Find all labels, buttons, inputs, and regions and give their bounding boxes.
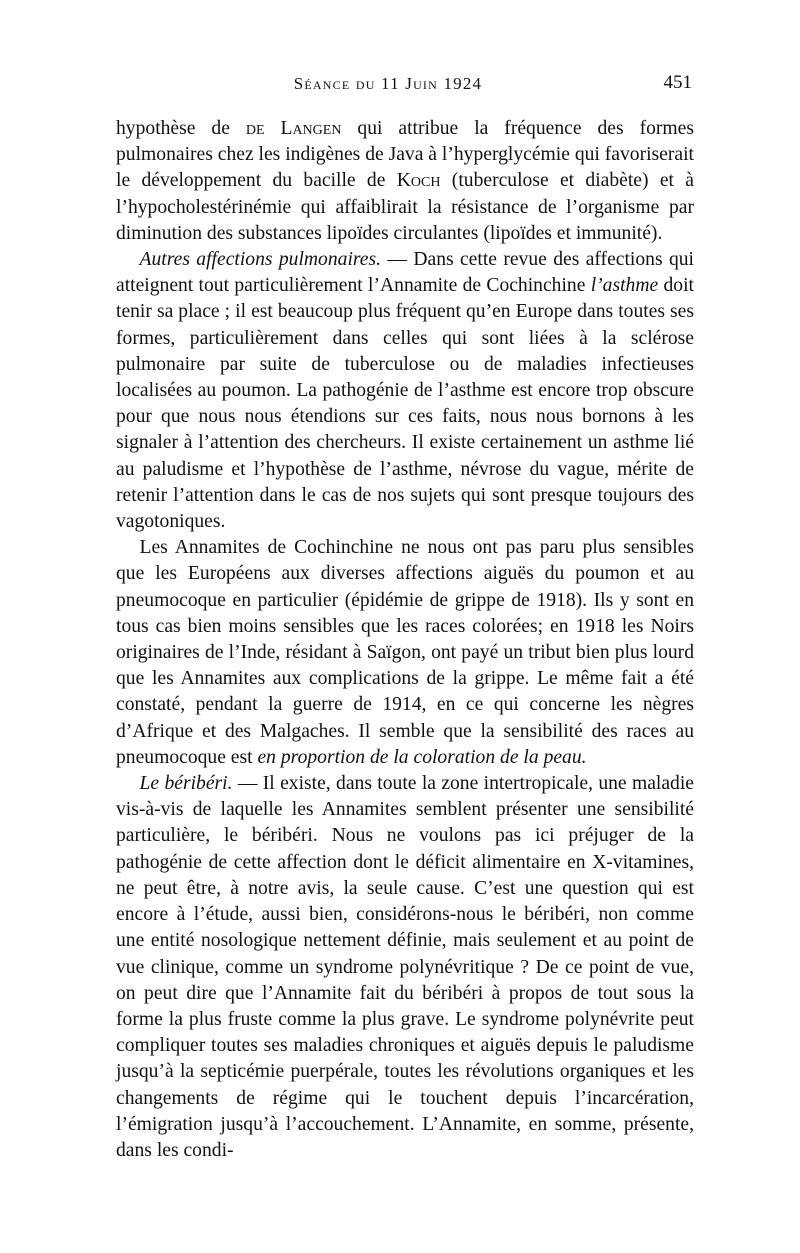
page-number: 451 — [663, 72, 692, 93]
text-segment: hypothèse de — [116, 118, 246, 139]
italic-text-segment: Le béribéri. — [139, 773, 233, 795]
italic-text-segment: en proportion de la coloration de la peau. — [257, 746, 587, 768]
italic-text-segment: Autres affections pulmonaires. — [139, 249, 382, 271]
smallcaps-name-segment: Koch — [396, 170, 441, 192]
text-segment: doit tenir sa place ; il est beaucoup plus fréquent qu’en Europe dans toutes ses formes, particulièrement dans celles qui sont liées à la sclérose pulmonaire par suite de tuberculose ou de maladies infectieuses localisées au poumon. La pathogénie de l’asthme est encore trop obscure pour que nous nous étendions sur ces faits, nous nous bornons à les signaler à l’attention des chercheurs. Il existe certainement un asthme lié au paludisme et l’hypothèse de l’asthme, névrose du vague, mérite de retenir l’attention dans le cas de nos sujets qui sont presque toujours des vagotoniques. — [116, 275, 694, 533]
text-segment: Les Annamites de Cochinchine ne nous ont pas paru plus sensibles que les Européens aux diverses affections aiguës du poumon et au pneumocoque en particulier (épidémie de grippe de 1918). Ils y sont en tous cas bien moins sensibles que les races colorées; en 1918 les Noirs originaires de l’Inde, résidant à Saïgon, ont payé un tribut bien plus lourd que les Annamites aux complications de la grippe. Le même fait a été constaté, pendant la guerre de 1914, en ce qui concerne les nègres d’Afrique et des Malgaches. Il semble que la sensibilité des races au pneumocoque est — [116, 537, 694, 768]
text-segment: — Il existe, dans toute la zone intertropicale, une maladie vis-à-vis de laquelle les Annamites semblent présenter une sensibilité particulière, le béribéri. Nous ne voulons pas ici préjuger de la pathogénie de cette affection dont le déficit alimentaire en X-vitamines, ne peut être, à notre avis, la seule cause. C’est une question qui est encore à l’étude, aussi bien, considérons-nous le béribéri, non comme une entité nosologique nettement définie, mais seulement et au point de vue clinique, comme un syndrome polynévritique ? De ce point de vue, on peut dire que l’Annamite fait du béribéri à propos de tout sous la forme la plus fruste comme la plus grave. Le syndrome polynévrite peut compliquer toutes ses maladies chroniques et aiguës depuis le paludisme jusqu’à la septicémie puerpérale, toutes les révolutions organiques et les changements de régime qui le touchent depuis l’incarcération, l’émigration jusqu’à l’accouchement. L’Annamite, en somme, présente, dans les condi- — [116, 773, 694, 1161]
paragraph-langen-hypothesis — [116, 116, 694, 247]
running-head: Séance du 11 Juin 1924 — [293, 74, 483, 93]
text-segment: (tuberculose et diabète) et à l’hypocholestérinémie qui affaiblirait la résistance de l’organisme par diminution des substances lipoïdes circulantes (lipoïdes et immunité). — [116, 170, 695, 244]
text-segment: qui attribue la fréquence des formes pulmonaires chez les indigènes de Java à l’hyperglycémie qui favoriserait le développement du bacille de — [116, 118, 694, 192]
text-segment: — Dans cette revue des affections qui atteignent tout particulièrement l’Annamite de Cochinchine — [116, 249, 694, 297]
paragraph-pneumococcus-sensitivity — [116, 535, 694, 771]
paragraph-other-pulmonary-affections — [116, 247, 694, 535]
italic-text-segment: l’asthme — [590, 275, 659, 297]
paragraph-beriberi — [116, 771, 694, 1164]
smallcaps-name-segment: de Langen — [245, 118, 342, 139]
body-text — [116, 116, 694, 1164]
